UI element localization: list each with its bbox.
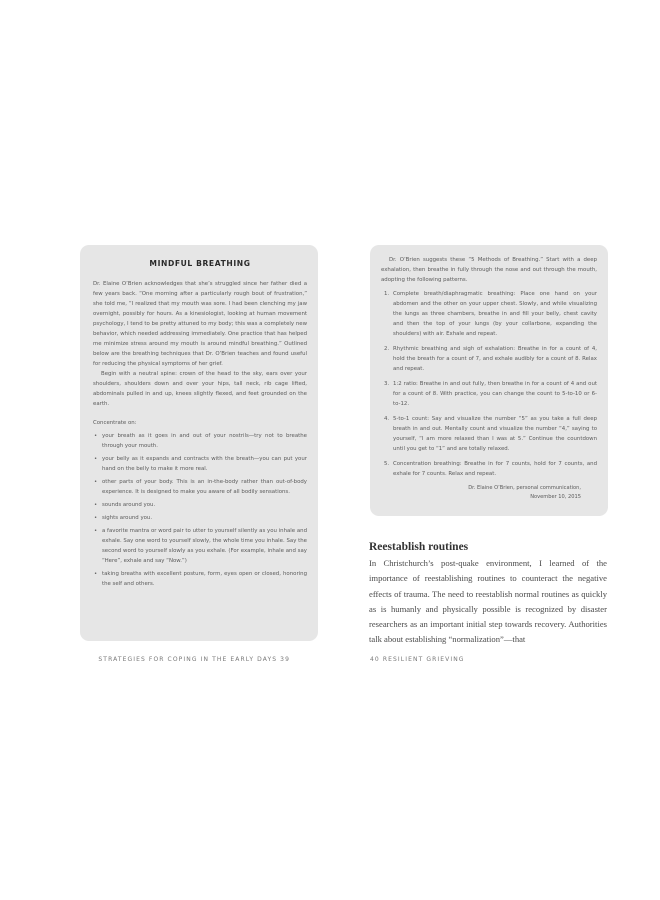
body-paragraph: In Christchurch’s post-quake environment, I learned of the importance of reestablishing routines to counteract the negative effects of trauma. The need to reestablish normal routines as quickly as is humanly and physically possible is recognized by disaster researchers as an important initial step towards recovery. Authorities talk about establishing “normalization”—that: [369, 558, 607, 645]
list-item: • a favorite mantra or word pair to utter to yourself silently as you inhale and exhale. Say one word to yourself slowly, the whole time you inhale. Say the second word to yourself slowly as you exhale. (For example, inhale and say “Here”, exhale and say “Now.”): [94, 528, 307, 564]
list-item: 1. Complete breath/diaphragmatic breathing: Place one hand on your abdomen and the other on your upper chest. Slowly, and while visualizing the lungs as three chambers, breathe in and fill your belly, chest cavity and then the top of your lungs (by your collarbone, expanding the shoulders) with air. Exhale and repeat.: [384, 291, 597, 337]
list-item: • your belly as it expands and contracts with the breath—you can put your hand on the belly to make it more real.: [94, 456, 307, 472]
sidebar-paragraph: Dr. Elaine O’Brien acknowledges that she’s struggled since her father died a few years back. “One morning after a particularly rough bout of frustration,” she told me, “I realized that my mouth was sore. I had been clenching my jaw overnight, possibly for hours. As a kinesiologist, looking at human movement psychology, I tend to be pretty attuned to my body; this was a completely new behavior, which needed addressing immediately. One practice that has helped me minimize stress around my mouth is around mindful breathing.” Outlined below are the breathing techniques that Dr. O’Brien teaches and found useful for reducing the physical symptoms of her grief.: [93, 281, 307, 367]
concentrate-list: [93, 431, 307, 589]
list-lead: Concentrate on:: [93, 420, 137, 426]
list-item: • sights around you.: [94, 515, 153, 521]
list-item: 5. Concentration breathing: Breathe in for 7 counts, hold for 7 counts, and exhale for 7 counts. Relax and repeat.: [384, 461, 597, 477]
bullet-icon: •: [94, 515, 98, 521]
section-heading: Reestablish routines: [369, 541, 469, 553]
sidebar-paragraph: Begin with a neutral spine: crown of the head to the sky, ears over your shoulders, shoulders down and over your hips, tall neck, rib cage lifted, abdominals pulled in and up, knees slightly flexed, and feet grounded on the earth.: [93, 371, 307, 407]
breathing-methods-sidebar: [370, 245, 608, 516]
sidebar-title: MINDFUL BREATHING: [149, 259, 251, 268]
bullet-icon: •: [94, 479, 98, 485]
right-page-folio: 40 RESILIENT GRIEVING: [370, 656, 465, 663]
bullet-icon: •: [94, 571, 98, 577]
bullet-icon: •: [94, 528, 98, 534]
list-item: • sounds around you.: [94, 502, 156, 508]
mindful-breathing-sidebar: [80, 245, 318, 641]
list-item: • taking breaths with excellent posture, form, eyes open or closed, honoring the self and others.: [94, 571, 307, 587]
bullet-icon: •: [94, 433, 98, 439]
bullet-icon: •: [94, 502, 98, 508]
attribution: Dr. Elaine O’Brien, personal communication, November 10, 2015: [468, 485, 581, 500]
list-item: 2. Rhythmic breathing and sigh of exhalation: Breathe in for a count of 4, hold the breath for a count of 7, and exhale audibly for a count of 8. Relax and repeat.: [384, 346, 597, 372]
bullet-icon: •: [94, 456, 98, 462]
list-item: • your breath as it goes in and out of your nostrils—try not to breathe through your mouth.: [94, 433, 307, 449]
methods-list: [381, 289, 597, 479]
list-item: 4. 5-to-1 count: Say and visualize the number “5” as you take a full deep breath in and out. Mentally count and visualize the number “4,” saying to yourself, “I am more relaxed than I was at 5.” Continue the countdown until you get to “1” and are totally relaxed.: [384, 416, 597, 452]
list-item: • other parts of your body. This is an in-the-body rather than out-of-body experience. It is designed to make you aware of all bodily sensations.: [94, 479, 307, 495]
list-item: 3. 1:2 ratio: Breathe in and out fully, then breathe in for a count of 4 and out for a count of 8. With practice, you can change the count to 5-to-10 or 6-to-12.: [384, 381, 597, 407]
left-page-folio: STRATEGIES FOR COPING IN THE EARLY DAYS 39: [98, 656, 290, 663]
sidebar-intro: Dr. O’Brien suggests these “5 Methods of Breathing.” Start with a deep exhalation, then breathe in fully through the nose and out through the mouth, adopting the following patterns.: [381, 257, 597, 283]
